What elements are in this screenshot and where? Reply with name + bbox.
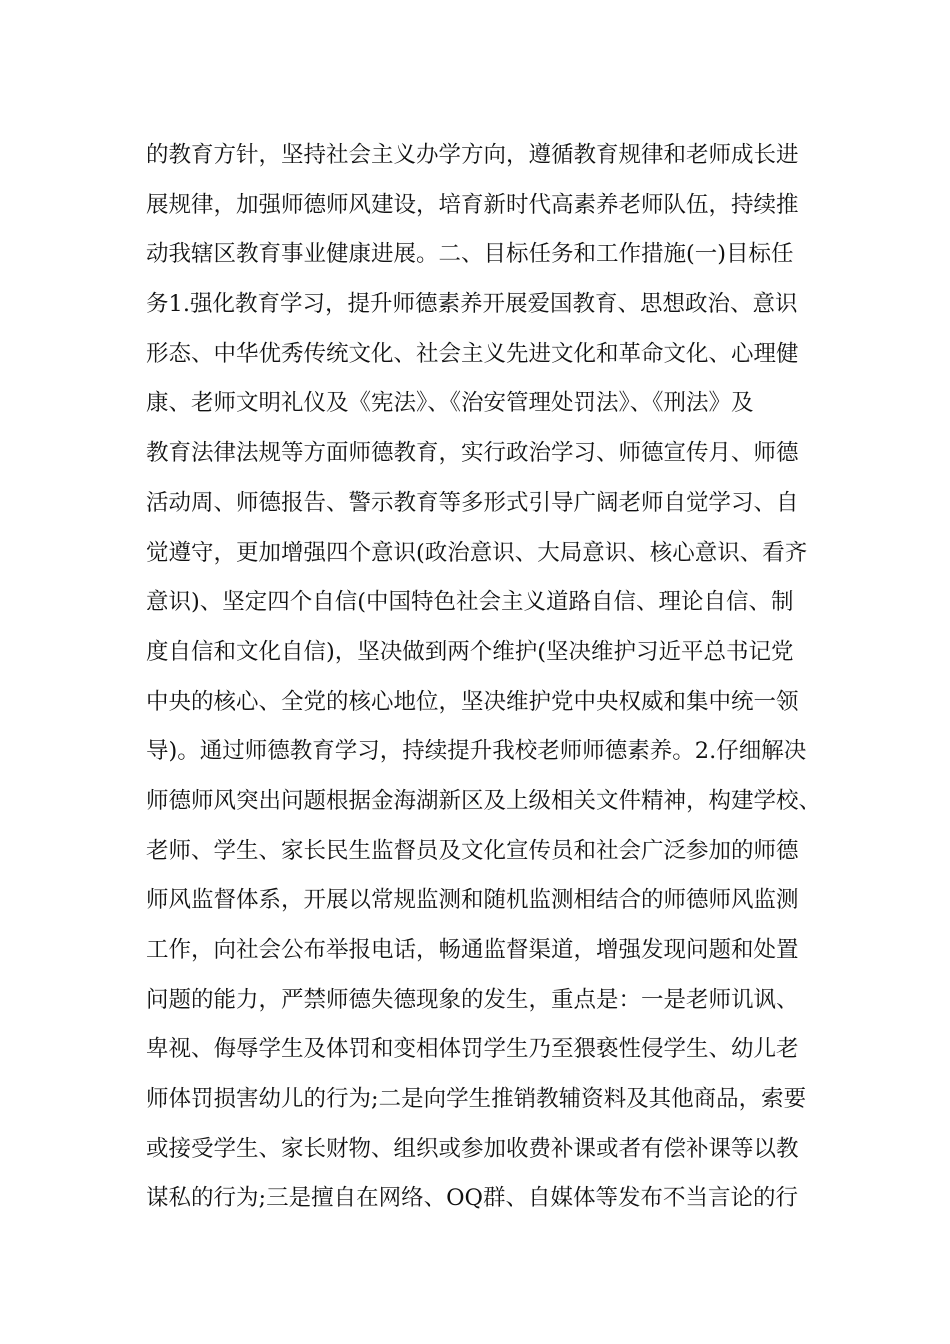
- text-line: 展规律，加强师德师风建设，培育新时代高素养老师队伍，持续推: [146, 191, 799, 218]
- text-line: 师体罚损害幼儿的行为;二是向学生推销教辅资料及其他商品，索要: [146, 1086, 807, 1113]
- text-line: 老师、学生、家长民生监督员及文化宣传员和社会广泛参加的师德: [146, 837, 799, 864]
- text-line: 师风监督体系，开展以常规监测和随机监测相结合的师德师风监测: [146, 887, 799, 914]
- text-line: 的教育方针，坚持社会主义办学方向，遵循教育规律和老师成长进: [146, 142, 799, 168]
- text-line: 度自信和文化自信)，坚决做到两个维护(坚决维护习近平总书记党: [146, 638, 794, 665]
- text-line: 导)。通过师德教育学习，持续提升我校老师师德素养。2.仔细解决: [146, 738, 807, 765]
- text-line: 工作，向社会公布举报电话，畅通监督渠道，增强发现问题和处置: [146, 937, 799, 963]
- body-text: [146, 131, 826, 1224]
- text-line: 中央的核心、全党的核心地位，坚决维护党中央权威和集中统一领: [146, 688, 799, 715]
- text-line: 觉遵守，更加增强四个意识(政治意识、大局意识、核心意识、看齐: [146, 539, 808, 566]
- text-line: 意识)、坚定四个自信(中国特色社会主义道路自信、理论自信、制: [146, 589, 794, 616]
- text-line: 务1.强化教育学习，提升师德素养开展爱国教育、思想政治、意识: [146, 291, 798, 318]
- text-line: 问题的能力，严禁师德失德现象的发生，重点是：一是老师讥讽、: [146, 986, 799, 1013]
- text-line: 康、老师文明礼仪及《宪法》、《治安管理处罚法》、《刑法》及: [146, 390, 754, 417]
- text-line: 动我辖区教育事业健康进展。二、目标任务和工作措施(一)目标任: [146, 241, 794, 268]
- text-line: 卑视、侮辱学生及体罚和变相体罚学生乃至猥亵性侵学生、幼儿老: [146, 1036, 799, 1063]
- text-line: 活动周、师德报告、警示教育等多形式引导广阔老师自觉学习、自: [146, 489, 799, 516]
- text-line: 谋私的行为;三是擅自在网络、OQ群、自媒体等发布不当言论的行: [146, 1185, 798, 1212]
- text-line: 教育法律法规等方面师德教育，实行政治学习、师德宣传月、师德: [146, 440, 799, 467]
- text-line: 师德师风突出问题根据金海湖新区及上级相关文件精神，构建学校、: [146, 787, 822, 814]
- text-line: 或接受学生、家长财物、组织或参加收费补课或者有偿补课等以教: [146, 1135, 799, 1162]
- text-line: 形态、中华优秀传统文化、社会主义先进文化和革命文化、心理健: [146, 340, 799, 367]
